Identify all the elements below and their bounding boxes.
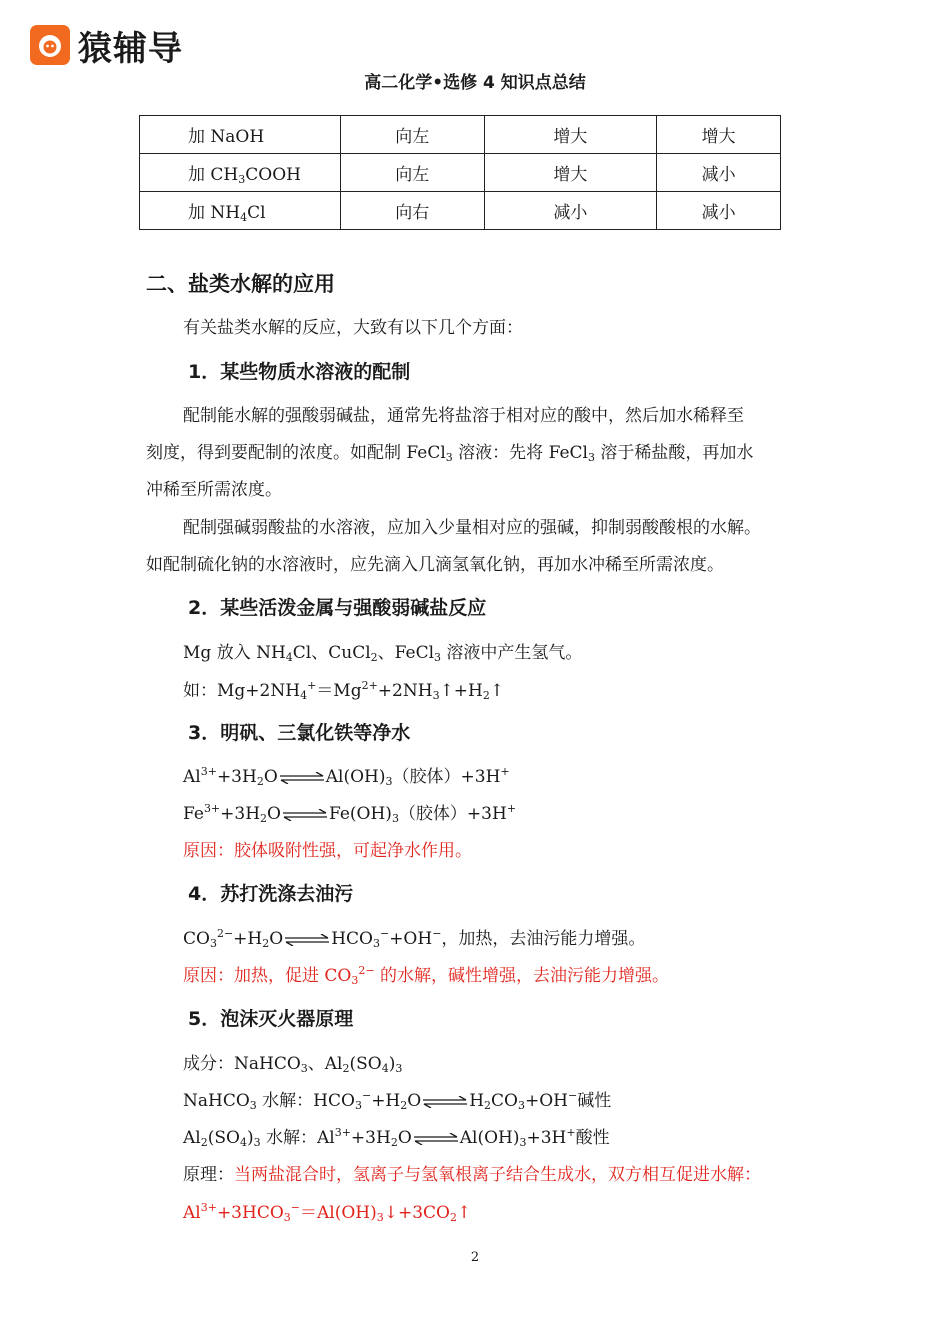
subsection-heading-5: 5．泡沫灭火器原理 <box>188 1008 354 1030</box>
reason-text: 原因：胶体吸附性强，可起净水作用。 <box>183 841 472 861</box>
subsection-heading-4: 4．苏打洗涤去油污 <box>188 883 354 905</box>
equation-line: $Al_2(SO_4)_3$ 水解：$Al^{3+}+3H_2O$ $Al(OH)_3+3H^+$酸性 <box>183 1126 610 1149</box>
subsection-heading-1: 1．某些物质水溶液的配制 <box>188 361 411 383</box>
equation-line: $Al^{3+}+3HCO_3^-=Al(OH)_3↓+3CO_2↑$ <box>183 1201 472 1224</box>
equation-line: $CO_3^{2-}+H_2O$ $HCO_3^-+OH^-$，加热，去油污能力增强。 <box>183 927 646 950</box>
intro-paragraph: 有关盐类水解的反应，大致有以下几个方面： <box>183 318 523 338</box>
equation-line: 如：$Mg+2NH_4^+=Mg^{2+}+2NH_3↑+H_2↑$ <box>183 679 505 702</box>
document-title: 高二化学•选修 4 知识点总结 <box>364 73 586 93</box>
equation-line: $Fe^{3+}+3H_2O$ $Fe(OH)_3$（胶体）+3H+ <box>183 802 517 825</box>
reason-text: 原因：加热，促进 $CO_3^{2-}$ 的水解，碱性增强，去油污能力增强。 <box>183 964 669 987</box>
equilibrium-arrow-icon <box>279 772 325 784</box>
table-cell: 向右 <box>340 192 484 230</box>
paragraph-line: 配制强碱弱酸盐的水溶液，应加入少量相对应的强碱，抑制弱酸酸根的水解。 <box>183 518 761 538</box>
equilibrium-arrow-icon <box>284 934 330 946</box>
logo-text: 猿辅导 <box>78 28 183 69</box>
subsection-heading-2: 2．某些活泼金属与强酸弱碱盐反应 <box>188 597 487 619</box>
equation-line: NaHCO$_3$ 水解：$HCO_3^-+H_2O$ $H_2CO_3+OH^-$碱性 <box>183 1089 612 1112</box>
subsection-heading-3: 3．明矾、三氯化铁等净水 <box>188 722 411 744</box>
table-row <box>140 154 781 192</box>
table-cell: 加 $CH_3COOH$ <box>140 154 341 192</box>
principle-line: 原理：当两盐混合时，氢离子与氢氧根离子结合生成水，双方相互促进水解： <box>183 1165 761 1185</box>
table-cell: 减小 <box>657 192 781 230</box>
paragraph-line: Mg 放入 $NH_4Cl$、CuCl$_2$、FeCl$_3$ 溶液中产生氢气。 <box>183 643 583 664</box>
paragraph-line: 配制能水解的强酸弱碱盐，通常先将盐溶于相对应的酸中，然后加水稀释至 <box>183 406 744 426</box>
page-number: 2 <box>470 1250 480 1265</box>
table-cell: 增大 <box>484 154 657 192</box>
table-cell: 向左 <box>340 116 484 154</box>
equilibrium-arrow-icon <box>282 809 328 821</box>
paragraph-line: 冲稀至所需浓度。 <box>146 480 282 500</box>
table-cell: 加 NaOH <box>140 116 341 154</box>
section-heading: 二、盐类水解的应用 <box>146 272 335 296</box>
equilibrium-arrow-icon <box>422 1096 468 1108</box>
table-cell: 向左 <box>340 154 484 192</box>
paragraph-line: 成分：NaHCO$_3$、$Al_2(SO_4)_3$ <box>183 1054 403 1075</box>
table-cell: 减小 <box>657 154 781 192</box>
brand-logo-icon <box>30 25 70 65</box>
paragraph-line: 如配制硫化钠的水溶液时，应先滴入几滴氢氧化钠，再加水冲稀至所需浓度。 <box>146 555 724 575</box>
table-cell: 加 $NH_4Cl$ <box>140 192 341 230</box>
table-cell: 增大 <box>657 116 781 154</box>
equilibrium-table <box>139 115 781 230</box>
equilibrium-arrow-icon <box>413 1133 459 1145</box>
logo <box>30 24 183 69</box>
table-row <box>140 116 781 154</box>
table-cell: 增大 <box>484 116 657 154</box>
table-cell: 减小 <box>484 192 657 230</box>
table-row <box>140 192 781 230</box>
paragraph-line: 刻度，得到要配制的浓度。如配制 FeCl$_3$ 溶液：先将 FeCl$_3$ 溶于稀盐酸，再加水 <box>146 443 754 464</box>
equation-line: $Al^{3+}+3H_2O$ $Al(OH)_3$（胶体）+3H+ <box>183 765 510 788</box>
